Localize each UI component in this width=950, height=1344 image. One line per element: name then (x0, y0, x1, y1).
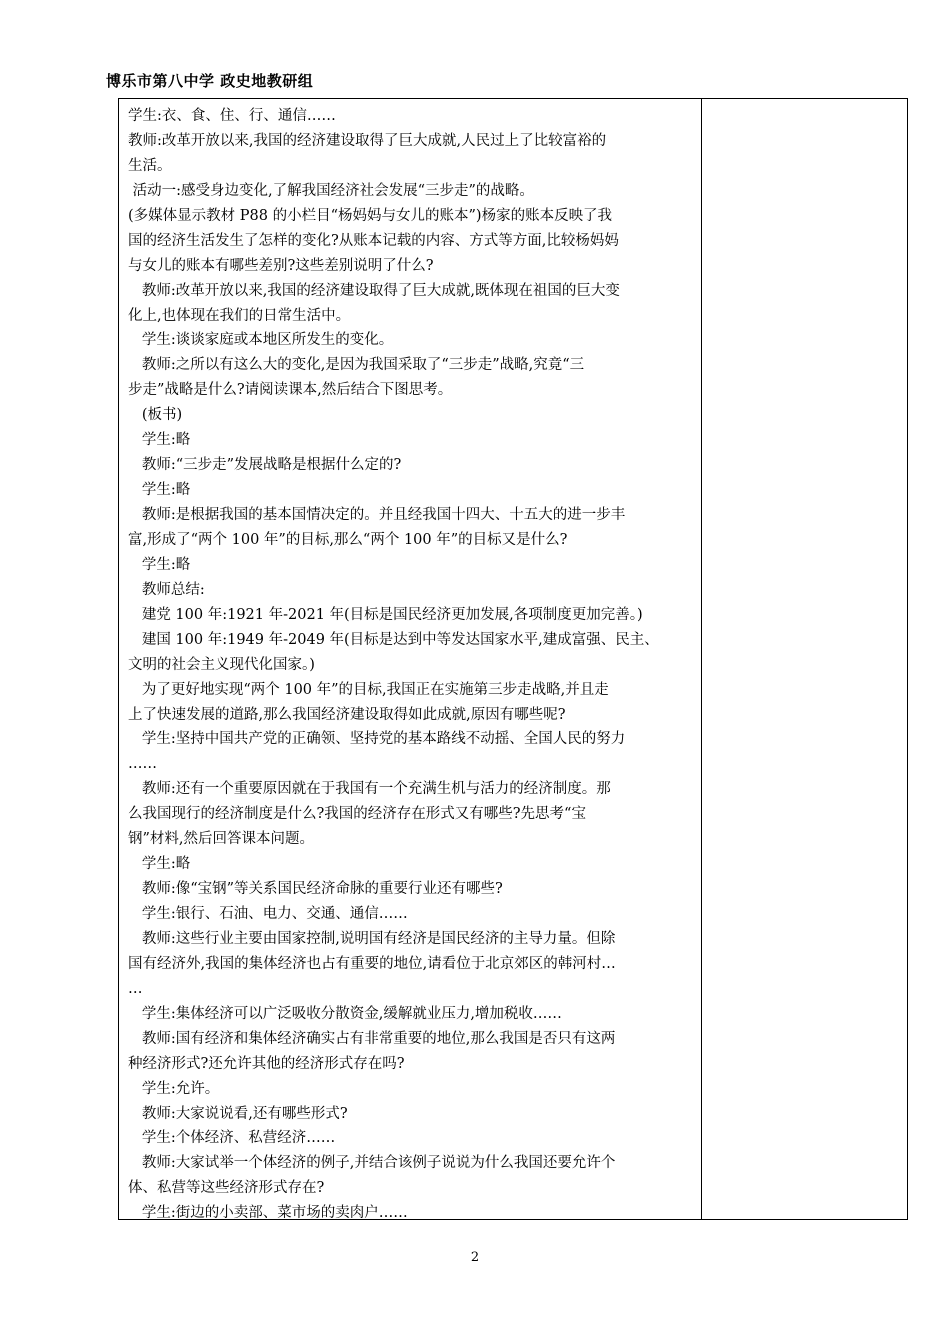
text-line: 教师:改革开放以来,我国的经济建设取得了巨大成就,既体现在祖国的巨大变 (128, 282, 620, 299)
page-number: 2 (470, 1250, 480, 1265)
column-divider (701, 99, 702, 1219)
text-line: 学生:个体经济、私营经济…… (128, 1130, 336, 1147)
text-line: 建国 100 年:1949 年-2049 年(目标是达到中等发达国家水平,建成富强、民主、 (128, 631, 659, 648)
text-line: 活动一:感受身边变化,了解我国经济社会发展“三步走”的战略。 (128, 182, 534, 199)
text-line: 学生:银行、石油、电力、交通、通信…… (128, 906, 408, 922)
text-line: 教师总结: (128, 581, 205, 598)
text-line: 学生:略 (128, 856, 191, 873)
text-line: 教师:大家说说看,还有哪些形式? (128, 1105, 348, 1122)
text-line: 教师:改革开放以来,我国的经济建设取得了巨大成就,人民过上了比较富裕的 (128, 132, 607, 149)
text-line: 学生:街边的小卖部、菜市场的卖肉户…… (128, 1205, 408, 1222)
text-line: 教师:这些行业主要由国家控制,说明国有经济是国民经济的主导力量。但除 (128, 930, 616, 947)
page-header: 博乐市第八中学 政史地教研组 (106, 72, 314, 90)
text-line: 么我国现行的经济制度是什么?我国的经济存在形式又有哪些?先思考“宝 (128, 806, 586, 823)
text-line: 生活。 (128, 157, 172, 174)
text-line: … (128, 980, 143, 997)
text-line: 学生:谈谈家庭或本地区所发生的变化。 (128, 332, 394, 349)
text-line: 与女儿的账本有哪些差别?这些差别说明了什么? (128, 257, 434, 274)
text-line: 教师:大家试举一个体经济的例子,并结合该例子说说为什么我国还要允许个 (128, 1155, 616, 1172)
text-line: 国有经济外,我国的集体经济也占有重要的地位,请看位于北京郊区的韩河村… (128, 955, 616, 972)
text-line: 教师:还有一个重要原因就在于我国有一个充满生机与活力的经济制度。那 (128, 781, 611, 798)
text-line: 教师:国有经济和集体经济确实占有非常重要的地位,那么我国是否只有这两 (128, 1030, 616, 1047)
text-line: (多媒体显示教材 P88 的小栏目“杨妈妈与女儿的账本”)杨家的账本反映了我 (128, 207, 613, 224)
text-line: 学生:集体经济可以广泛吸收分散资金,缓解就业压力,增加税收…… (128, 1005, 562, 1022)
text-line: 体、私营等这些经济形式存在? (128, 1180, 325, 1197)
text-line: 教师:“三步走”发展战略是根据什么定的? (128, 457, 402, 474)
text-line: 学生:衣、食、住、行、通信…… (128, 108, 336, 124)
text-line: 教师:是根据我国的基本国情决定的。并且经我国十四大、十五大的进一步丰 (128, 507, 626, 523)
lesson-table (118, 98, 908, 1220)
text-line: 种经济形式?还允许其他的经济形式存在吗? (128, 1055, 405, 1072)
text-line: 为了更好地实现“两个 100 年”的目标,我国正在实施第三步走战略,并且走 (128, 681, 609, 698)
lesson-content (128, 104, 694, 1226)
text-line: 钢”材料,然后回答课本问题。 (128, 831, 315, 848)
text-line: …… (128, 756, 157, 773)
text-line: 上了快速发展的道路,那么我国经济建设取得如此成就,原因有哪些呢? (128, 706, 566, 723)
text-line: 国的经济生活发生了怎样的变化?从账本记载的内容、方式等方面,比较杨妈妈 (128, 232, 619, 249)
text-line: 化上,也体现在我们的日常生活中。 (128, 307, 351, 324)
text-line: 富,形成了“两个 100 年”的目标,那么“两个 100 年”的目标又是什么? (128, 531, 568, 548)
text-line: 教师:之所以有这么大的变化,是因为我国采取了“三步走”战略,究竟“三 (128, 357, 585, 374)
text-line: 教师:像“宝钢”等关系国民经济命脉的重要行业还有哪些? (128, 881, 503, 898)
text-line: 学生:坚持中国共产党的正确领、坚持党的基本路线不动摇、全国人民的努力 (128, 731, 626, 748)
text-line: 学生:略 (128, 556, 191, 573)
text-line: 建党 100 年:1921 年-2021 年(目标是国民经济更加发展,各项制度更加完善。) (128, 606, 643, 623)
text-line: 学生:略 (128, 432, 191, 449)
text-line: 文明的社会主义现代化国家。) (128, 656, 315, 673)
text-line: 学生:略 (128, 482, 191, 499)
text-line: 学生:允许。 (128, 1080, 220, 1097)
text-line: 步走”战略是什么?请阅读课本,然后结合下图思考。 (128, 382, 453, 399)
text-line: (板书) (128, 407, 183, 424)
